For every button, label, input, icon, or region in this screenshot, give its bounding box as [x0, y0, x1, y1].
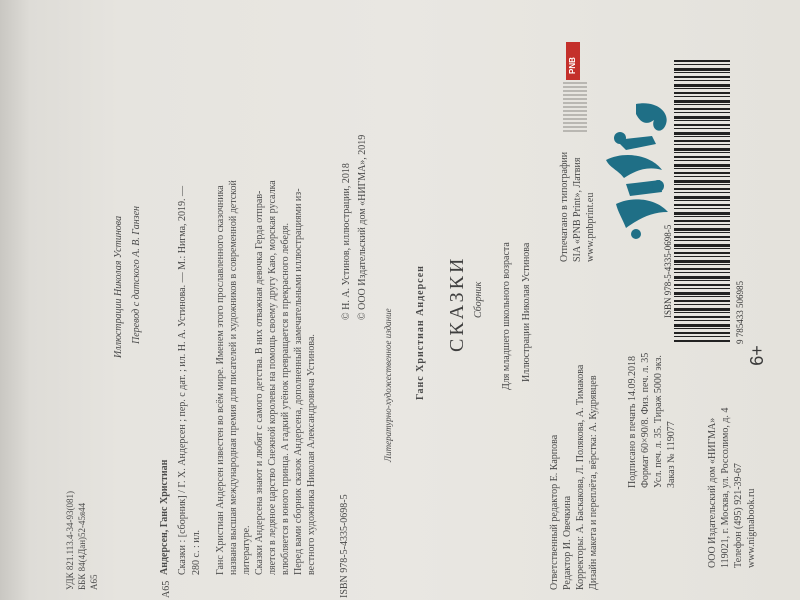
book-title: СКАЗКИ: [446, 255, 468, 352]
annotation-line: вестного художника Николая Александровича Устинова.: [306, 334, 317, 575]
editor: Редактор И. Овечкина: [562, 495, 573, 590]
annotation-line: Перед вами сборник сказок Андерсена, дополненный замечательными иллюстрациями из-: [293, 188, 304, 575]
printer-web: www.pnbprint.eu: [585, 192, 596, 262]
annotation: [214, 180, 318, 575]
annotation-line: литературе.: [241, 525, 252, 575]
copyright-illustrations: © Н. А. Устинов, иллюстрации, 2018: [341, 163, 352, 320]
bbk-code: ББК 84(4Дан)52-45я44: [77, 502, 87, 590]
author-name: Андерсен, Ганс Христиан: [159, 459, 170, 575]
barcode: [670, 56, 734, 346]
order-number: Заказ № 119077: [666, 421, 677, 488]
copyright-publisher: © ООО Издательский дом «НИГМА», 2019: [357, 134, 368, 320]
printer-name: SIA «PNB Print», Латвия: [572, 157, 583, 262]
annotation-line: Ганс Христиан Андерсен известен во всём мире. Именем этого прославленного сказочника: [215, 185, 226, 575]
author-code: А65: [161, 580, 172, 598]
annotation-line: влюбляется в юного принца. А гадкий утёнок превращается в прекрасного лебедя.: [280, 222, 291, 575]
publisher-name: ООО Издательский дом «НИГМА»: [707, 417, 718, 568]
annotation-line: ляется в ледяное царство Снежной королевы на помощь своему другу Каю, морская русалка: [267, 180, 278, 575]
age-group: Для младшего школьного возраста: [501, 242, 512, 390]
publisher-phone: Телефон (495) 921-39-67: [733, 463, 744, 568]
correctors: Корректоры: А. Баскакова, Л. Полякова, А. Тимакова: [575, 364, 586, 590]
designer: Дизайн макета и переплёта, вёрстка: А. Кудрявцев: [588, 375, 599, 590]
print-details: [626, 353, 678, 488]
illustrations-credit: Иллюстрации Николая Устинова: [113, 215, 124, 358]
illustrator-line: Иллюстрации Николая Устинова: [521, 242, 532, 382]
isbn: ISBN 978-5-4335-0698-5: [339, 494, 350, 598]
print-format: Формат 60×90/8. Физ. печ. л. 35: [640, 352, 651, 488]
translation-credit: Перевод с датского А. В. Ганзен: [131, 205, 142, 344]
publisher-website: www.nigmabook.ru: [746, 488, 757, 568]
udk-block: [64, 491, 100, 590]
udk-code: УДК 821.113.4-34-93(081): [65, 490, 75, 590]
genre: Литературно-художественное издание: [383, 308, 393, 462]
pages-line: 280 с. : ил.: [191, 529, 202, 575]
barcode-number: 9 785433 506985: [735, 281, 745, 344]
printer-block: [558, 152, 597, 262]
responsible-editor: Ответственный редактор Е. Карпова: [549, 434, 560, 590]
pnb-logo-text: PNB: [568, 57, 577, 74]
book-subtitle: Сборник: [473, 281, 484, 318]
print-sheets: Усл. печ. л. 35. Тираж 5000 экз.: [653, 355, 664, 488]
publisher-block: [706, 408, 758, 568]
staff-block: [548, 365, 600, 590]
barcode-bars: [674, 60, 730, 342]
annotation-line: названа высшая международная премия для писателей и художников в современной детской: [228, 180, 239, 575]
printed-in: Отпечатано в типографии: [559, 151, 570, 262]
author-caps: Ганс Христиан Андерсен: [415, 265, 426, 400]
pnb-dots: [563, 82, 587, 134]
biblio-line: Сказки : [сборник] / Г. Х. Андерсен ; пер. с дат. ; ил. Н. А. Устинова. — М.: Нигма, 2019. —: [177, 185, 188, 575]
author-mark: А65: [89, 574, 99, 590]
annotation-line: Сказки Андерсена знают и любят с самого детства. В них отважная девочка Герда отправ-: [254, 190, 265, 575]
print-date: Подписано в печать 14.09.2018: [627, 356, 638, 488]
barcode-isbn: ISBN 978-5-4335-0698-5: [663, 224, 673, 318]
age-rating: 6+: [746, 345, 767, 366]
publisher-address: 119021, г. Москва, ул. Россолимо, д. 4: [720, 407, 731, 568]
